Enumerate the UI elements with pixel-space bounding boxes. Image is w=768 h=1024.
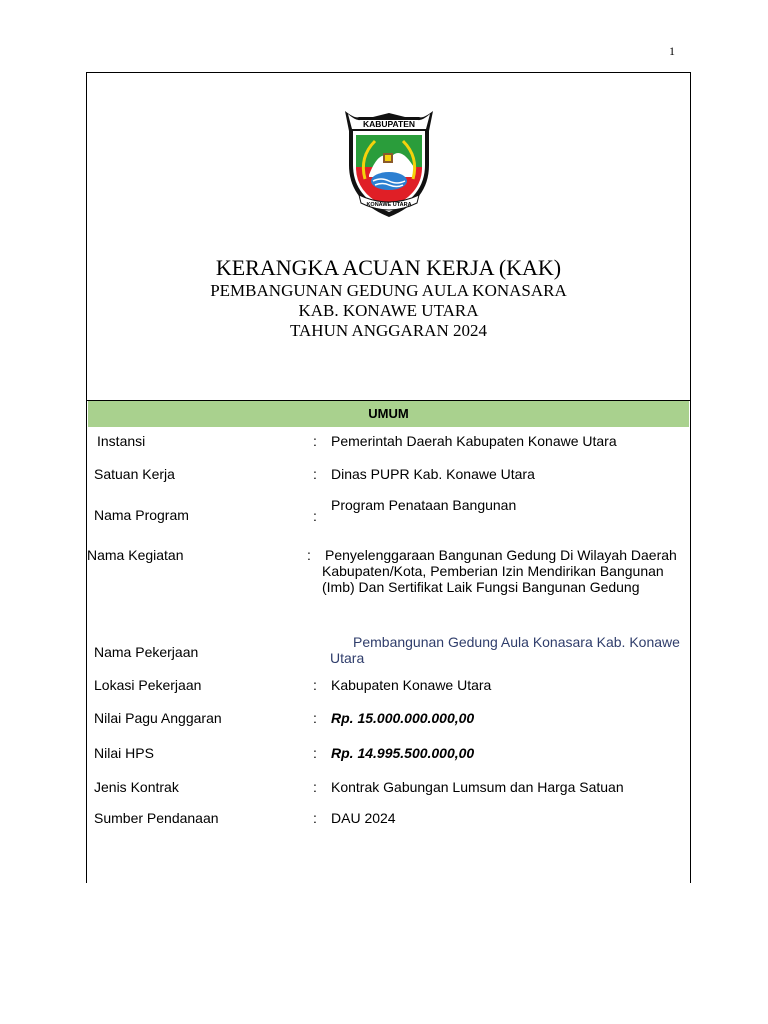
colon: : bbox=[313, 810, 317, 826]
logo-bottom-text: KONAWE UTARA bbox=[366, 202, 412, 208]
colon: : bbox=[307, 547, 311, 563]
region-title: KAB. KONAWE UTARA bbox=[298, 301, 479, 320]
logo-top-text: KABUPATEN bbox=[362, 119, 416, 129]
kabupaten-logo bbox=[345, 105, 433, 219]
value-nama-pekerjaan: Pembangunan Gedung Aula Konasara Kab. Konawe Utara bbox=[330, 634, 680, 666]
value-nilai-pagu-anggaran: Rp. 15.000.000.000,00 bbox=[331, 710, 475, 726]
label-nilai-pagu-anggaran: Nilai Pagu Anggaran bbox=[94, 710, 222, 726]
label-nama-kegiatan: Nama Kegiatan bbox=[87, 547, 184, 563]
section-header-umum: UMUM bbox=[88, 401, 689, 427]
colon: : bbox=[313, 466, 317, 482]
budget-year-title: TAHUN ANGGARAN 2024 bbox=[290, 321, 487, 340]
colon: : bbox=[313, 710, 317, 726]
value-nama-kegiatan: Penyelenggaraan Bangunan Gedung Di Wilayah Daerah Kabupaten/Kota, Pemberian Izin Mendirikan Bangunan (Imb) Dan Sertifikat Laik Fungsi Bangunan Gedung bbox=[322, 547, 677, 595]
label-nilai-hps: Nilai HPS bbox=[94, 745, 154, 761]
header-box bbox=[87, 73, 690, 401]
label-sumber-pendanaan: Sumber Pendanaan bbox=[94, 810, 219, 826]
value-instansi: Pemerintah Daerah Kabupaten Konawe Utara bbox=[331, 433, 617, 449]
value-satuan-kerja: Dinas PUPR Kab. Konawe Utara bbox=[331, 466, 535, 482]
colon: : bbox=[313, 508, 317, 524]
label-instansi: Instansi bbox=[97, 433, 146, 449]
page-number: 1 bbox=[669, 44, 675, 58]
label-lokasi-pekerjaan: Lokasi Pekerjaan bbox=[94, 677, 202, 693]
colon: : bbox=[313, 779, 317, 795]
document-title: KERANGKA ACUAN KERJA (KAK) bbox=[215, 255, 562, 280]
value-jenis-kontrak: Kontrak Gabungan Lumsum dan Harga Satuan bbox=[331, 779, 624, 795]
value-nilai-hps: Rp. 14.995.500.000,00 bbox=[331, 745, 475, 761]
label-nama-program: Nama Program bbox=[94, 507, 189, 523]
value-nama-program: Program Penataan Bangunan bbox=[331, 497, 517, 513]
value-sumber-pendanaan: DAU 2024 bbox=[331, 810, 396, 826]
title-block bbox=[87, 255, 690, 341]
colon: : bbox=[313, 677, 317, 693]
label-jenis-kontrak: Jenis Kontrak bbox=[94, 779, 179, 795]
colon: : bbox=[313, 433, 317, 449]
project-title: PEMBANGUNAN GEDUNG AULA KONASARA bbox=[210, 281, 567, 300]
value-lokasi-pekerjaan: Kabupaten Konawe Utara bbox=[331, 677, 492, 693]
label-nama-pekerjaan: Nama Pekerjaan bbox=[94, 644, 199, 660]
colon: : bbox=[313, 745, 317, 761]
label-satuan-kerja: Satuan Kerja bbox=[94, 466, 175, 482]
